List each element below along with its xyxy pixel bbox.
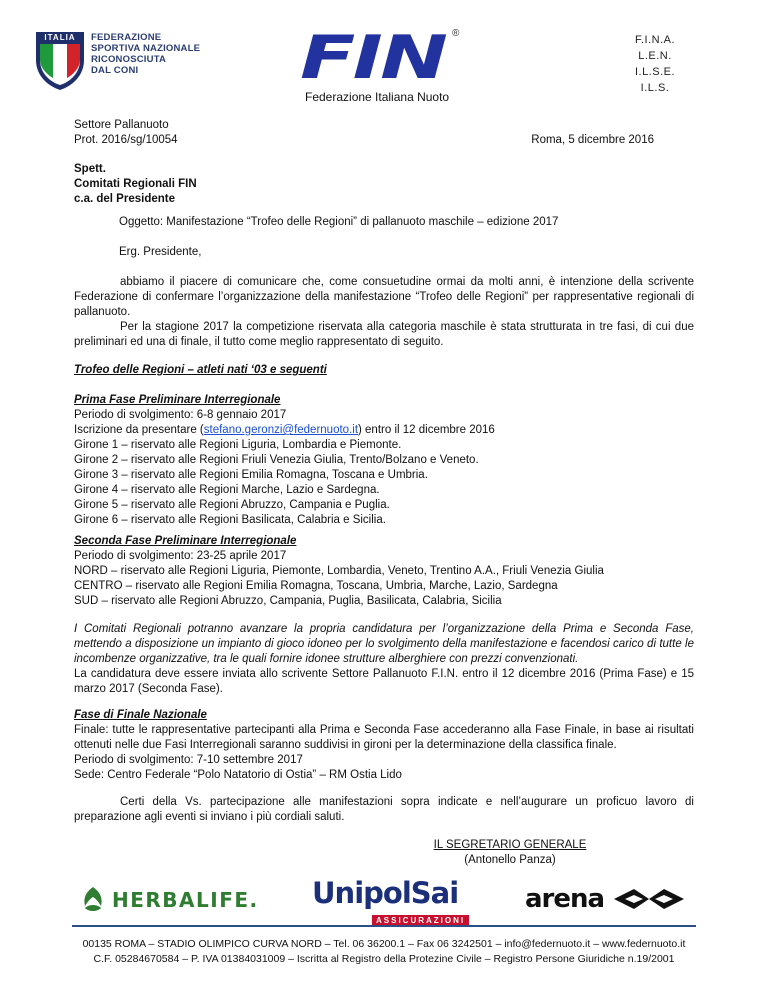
second-phase-section	[74, 534, 694, 609]
footer-address: 00135 ROMA – STADIO OLIMPICO CURVA NORD – Tel. 06 36200.1 – Fax 06 3242501 – info@federnuoto.it – www.federnuoto.it	[82, 938, 686, 950]
paragraph-structure: Per la stagione 2017 la competizione riservata alla categoria maschile è stata strutturata in tre fasi, di cui due preliminari ed una di finale, il tutto come meglio rappresentato di seguito.	[74, 321, 694, 348]
affiliation-fina: F.I.N.A.	[634, 34, 676, 46]
group-1: Girone 1 – riservato alle Regioni Liguria, Lombardia e Piemonte.	[74, 439, 402, 451]
coni-recognition	[91, 32, 200, 76]
fin-caption: Federazione Italiana Nuoto	[305, 90, 450, 104]
herbalife-wordmark: HERBALIFE.	[112, 888, 259, 912]
sector-line: Settore Pallanuoto	[74, 119, 169, 131]
signatory-name: (Antonello Panza)	[464, 854, 556, 866]
group-4: Girone 4 – riservato alle Regioni Marche, Lazio e Sardegna.	[74, 484, 380, 496]
recipient-line-1: Spett.	[74, 163, 106, 175]
final-phase-section	[74, 708, 694, 783]
footer-registry: C.F. 05284670584 – P. IVA 01384031009 – Iscritta al Registro della Protezine Civile – Registro Persone Giuridiche n.19/2001	[93, 953, 675, 965]
recipient-line-2: Comitati Regionali FIN	[74, 178, 197, 190]
first-phase-period: Periodo di svolgimento: 6-8 gennaio 2017	[74, 409, 287, 421]
group-5: Girone 5 – riservato alle Regioni Abruzzo, Campania e Puglia.	[74, 499, 390, 511]
candidacy-deadline: La candidatura deve essere inviata allo scrivente Settore Pallanuoto F.I.N. entro il 12 dicembre 2016 (Prima Fase) e 15 marzo 2017 (Seconda Fase).	[74, 668, 694, 695]
trophy-heading: Trofeo delle Regioni – atleti nati ‘03 e seguenti	[74, 364, 327, 376]
final-phase-venue: Sede: Centro Federale “Polo Natatorio di Ostia” – RM Ostia Lido	[74, 769, 402, 781]
group-6: Girone 6 – riservato alle Regioni Basilicata, Calabria e Sicilia.	[74, 514, 386, 526]
final-phase-description: Finale: tutte le rappresentative partecipanti alla Prima e Seconda Fase accederanno alla Fase Finale, in base ai risultati ottenuti nelle due Fasi Interregionali saranno suddivisi in gironi per la determinazione della classifica finale.	[74, 724, 694, 751]
fin-logo	[300, 23, 470, 93]
paragraph-intro: abbiamo il piacere di comunicare che, come consuetudine ormai da molti anni, è intenzione della scrivente Federazione di confermare l’organizzazione della manifestazione “Trofeo delle Regioni” per rappresentative regionali di pallanuoto.	[74, 276, 694, 318]
subject-line: Oggetto: Manifestazione “Trofeo delle Regioni” di pallanuoto maschile – edizione 2017	[119, 216, 559, 228]
email-link[interactable]: stefano.geronzi@federnuoto.it	[203, 424, 359, 436]
coni-line-4: DAL CONI	[91, 65, 139, 76]
unipolsai-subtitle: ASSICURAZIONI	[372, 915, 469, 926]
coni-shield	[34, 30, 86, 92]
affiliation-ilse: I.L.S.E.	[634, 66, 676, 78]
affiliation-ils: I.L.S.	[640, 82, 670, 94]
protocol-number: Prot. 2016/sg/10054	[74, 134, 178, 146]
footer	[30, 937, 738, 967]
footer-rule	[72, 925, 696, 927]
coni-line-3: RICONOSCIUTA	[91, 54, 167, 65]
recipient	[74, 162, 197, 207]
first-phase-registration	[74, 423, 694, 438]
closing-section	[74, 795, 694, 825]
arena-logo	[525, 884, 684, 914]
herbalife-leaf-icon	[80, 886, 106, 914]
candidacy-text: I Comitati Regionali potranno avanzare la propria candidatura per l’organizzazione della Prima e Seconda Fase, mettendo a disposizione un impianto di gioco idoneo per lo svolgimento della manifestazione e facendosi carico di tutte le incombenze organizzative, tra le quali fornire idonee strutture alberghiere con prezzi convenzionati.	[74, 623, 694, 665]
italia-label: ITALIA	[44, 33, 76, 42]
coni-line-1: FEDERAZIONE	[91, 32, 162, 43]
first-phase-heading: Prima Fase Preliminare Interregionale	[74, 394, 281, 406]
letter-head	[74, 118, 694, 148]
fin-logo-text: FIN	[300, 23, 446, 93]
coni-line-2: SPORTIVA NAZIONALE	[91, 43, 201, 54]
signature-block	[410, 838, 610, 868]
second-phase-period: Periodo di svolgimento: 23-25 aprile 2017	[74, 550, 287, 562]
unipolsai-logo	[312, 876, 466, 928]
arena-diamond-icon	[614, 887, 684, 911]
group-3: Girone 3 – riservato alle Regioni Emilia Romagna, Toscana e Umbria.	[74, 469, 428, 481]
second-phase-heading: Seconda Fase Preliminare Interregionale	[74, 535, 297, 547]
affiliation-len: L.E.N.	[638, 50, 672, 62]
group-sud: SUD – riservato alle Regioni Abruzzo, Campania, Puglia, Basilicata, Calabria, Sicilia	[74, 595, 502, 607]
closing-text: Certi della Vs. partecipazione alle manifestazioni sopra indicate e nell’augurare un proficuo lavoro di preparazione agli eventi si inviano i più cordiali saluti.	[74, 796, 694, 823]
group-2: Girone 2 – riservato alle Regioni Friuli Venezia Giulia, Trento/Bolzano e Veneto.	[74, 454, 479, 466]
herbalife-logo	[80, 885, 259, 915]
arena-wordmark: arena	[525, 884, 605, 914]
first-phase-section	[74, 393, 694, 528]
recipient-line-3: c.a. del Presidente	[74, 193, 175, 205]
group-centro: CENTRO – riservato alle Regioni Emilia Romagna, Toscana, Umbria, Marche, Lazio, Sardegna	[74, 580, 558, 592]
signatory-title: IL SEGRETARIO GENERALE	[433, 839, 587, 851]
place-date: Roma, 5 dicembre 2016	[531, 134, 654, 146]
body-intro	[74, 275, 694, 350]
final-phase-period: Periodo di svolgimento: 7-10 settembre 2017	[74, 754, 303, 766]
registration-text-after: ) entro il 12 dicembre 2016	[358, 424, 495, 436]
final-phase-heading: Fase di Finale Nazionale	[74, 709, 207, 721]
salutation: Erg. Presidente,	[119, 246, 202, 258]
group-nord: NORD – riservato alle Regioni Liguria, Piemonte, Lombardia, Veneto, Trentino A.A., Friuli Venezia Giulia	[74, 565, 604, 577]
registration-text-before: Iscrizione da presentare (	[74, 424, 204, 436]
unipolsai-wordmark: UnipolSai	[312, 876, 459, 910]
affiliations	[620, 32, 690, 96]
registered-mark: ®	[452, 28, 460, 39]
candidacy-section	[74, 622, 694, 697]
